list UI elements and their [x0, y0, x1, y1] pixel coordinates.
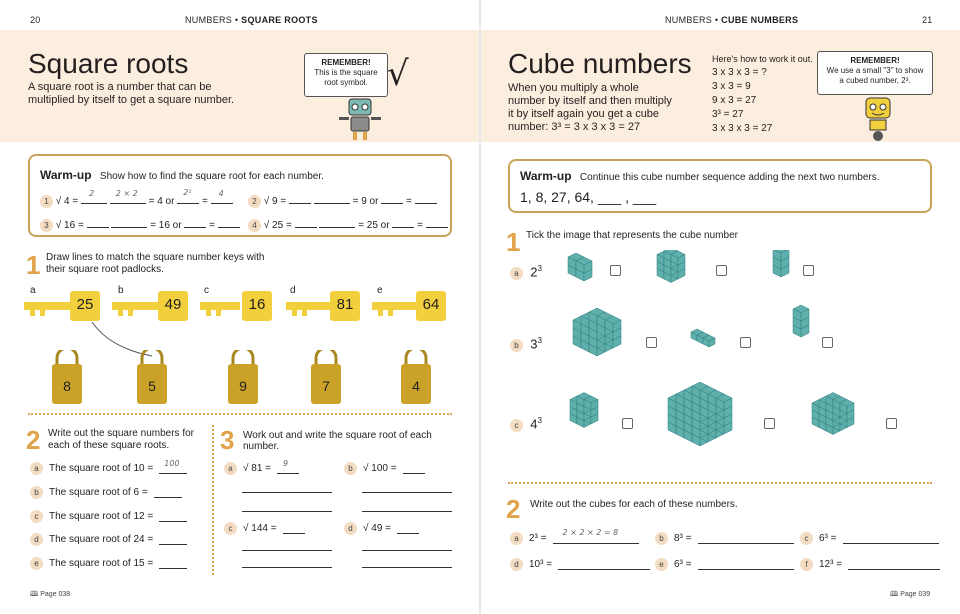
left-warmup-box: Warm-up Show how to find the square root for each number. 1 √ 4 = 2 2 × 2 = 4 or 2² = 4 2 √ 9 = = 9 or = 3 √ 16 = = 16 or = 4 √ 25 = = 25 or =	[28, 154, 452, 237]
left-q3-item-a: a √ 81 = 9	[224, 462, 299, 475]
book-icon: 🕮	[30, 591, 39, 598]
key-label-b: b	[118, 285, 124, 296]
key-label-a: a	[30, 285, 36, 296]
padlock-5[interactable]	[401, 350, 431, 404]
warmup-title-right: Warm-up	[520, 169, 572, 183]
tick-box-a1[interactable]	[610, 265, 621, 276]
cube-sequence: 1, 8, 27, 64, ___ , ___	[520, 189, 657, 205]
right-warmup-box: Warm-up Continue this cube number sequence adding the next two numbers. 1, 8, 27, 64, ___ , ___	[508, 159, 932, 213]
right-q2-item-b: b 8³ =	[655, 532, 794, 545]
left-q3-lines	[242, 550, 332, 568]
left-intro: A square root is a number that can be multiplied by itself to get a square number.	[28, 81, 235, 106]
tick-box-a2[interactable]	[716, 265, 727, 276]
right-q2-item-f: f 12³ =	[800, 558, 940, 571]
padlock-1[interactable]	[52, 350, 82, 404]
left-q3-item-d: d √ 49 =	[344, 522, 419, 535]
right-intro: When you multiply a whole number by itself and then multiply it by itself again you get a cube number: 3³ = 3 x 3 x 3 = 27	[508, 82, 672, 133]
howto-block: Here's how to work it out. 3 x 3 x 3 = ? 3 x 3 = 9 9 x 3 = 27 3³ = 27 3 x 3 x 3 = 27	[712, 54, 813, 134]
tick-box-a3[interactable]	[803, 265, 814, 276]
key-label-c: c	[204, 285, 209, 296]
left-q3-item-c: c √ 144 =	[224, 522, 305, 535]
right-q1-number: 1	[506, 227, 521, 257]
left-q2-number: 2	[26, 425, 41, 455]
right-remember-note: REMEMBER! We use a small "3" to show a cubed number, 2³.	[817, 51, 933, 95]
right-page-title: Cube numbers	[508, 48, 692, 79]
lock-value-5: 4	[412, 378, 420, 394]
left-q3-item-b: b √ 100 =	[344, 462, 425, 475]
left-q3-lines	[362, 550, 452, 568]
left-q3-lines	[242, 492, 332, 512]
left-q1-number: 1	[26, 250, 41, 280]
lock-value-4: 7	[322, 378, 330, 394]
key-label-d: d	[290, 285, 296, 296]
right-divider	[508, 482, 932, 484]
left-q3-text: Work out and write the square root of each number.	[243, 430, 432, 452]
key-value-c: 16	[248, 296, 266, 313]
key-value-d: 81	[336, 296, 354, 313]
book-icon: 🕮	[890, 591, 899, 598]
right-q1-item-a: a $2^3$	[510, 264, 542, 280]
cube-diagrams	[565, 250, 895, 480]
right-q2-item-e: e 6³ =	[655, 558, 794, 571]
robot-icon-right	[858, 96, 898, 142]
left-col-divider	[212, 425, 214, 575]
left-q2-item-b: b The square root of 6 =	[30, 486, 182, 499]
left-q2-item-c: c The square root of 12 =	[30, 510, 187, 523]
left-divider	[28, 413, 452, 415]
left-q2-text: Write out the square numbers for each of these square roots.	[48, 428, 194, 451]
tick-box-c1[interactable]	[622, 418, 633, 429]
right-q1-item-c: c $4^3$	[510, 416, 542, 432]
right-footer: 🕮 Page 039	[890, 591, 931, 598]
right-q2-item-a: a 2³ = 2 × 2 × 2 = 8	[510, 532, 639, 545]
key-label-e: e	[377, 285, 383, 296]
warm-item-3: 3 √ 16 = = 16 or =	[40, 218, 240, 232]
key-value-a: 25	[76, 296, 94, 313]
tick-box-b3[interactable]	[822, 337, 833, 348]
left-q2-item-e: e The square root of 15 =	[30, 557, 187, 570]
lock-value-3: 9	[239, 378, 247, 394]
right-q2-item-d: d 10³ =	[510, 558, 650, 571]
right-q1-text: Tick the image that represents the cube number	[526, 230, 738, 241]
padlock-4[interactable]	[311, 350, 341, 404]
lock-value-1: 8	[63, 378, 71, 394]
right-section-header: NUMBERS • CUBE NUMBERS	[665, 15, 799, 25]
tick-box-c3[interactable]	[886, 418, 897, 429]
tick-box-c2[interactable]	[764, 418, 775, 429]
left-q1-text: Draw lines to match the square number keys with their square root padlocks.	[46, 252, 265, 275]
padlock-3[interactable]	[228, 350, 258, 404]
left-q2-item-a: a The square root of 10 = 100	[30, 462, 187, 475]
warm-item-1: 1 √ 4 = 2 2 × 2 = 4 or 2² = 4	[40, 194, 233, 208]
left-q3-number: 3	[220, 425, 235, 455]
warm-item-4: 4 √ 25 = = 25 or =	[248, 218, 448, 232]
robot-icon	[335, 97, 385, 142]
key-value-b: 49	[164, 296, 182, 313]
padlock-2[interactable]	[137, 350, 167, 404]
left-q2-item-d: d The square root of 24 =	[30, 533, 187, 546]
left-section-header: NUMBERS • SQUARE ROOTS	[185, 15, 318, 25]
left-page-number: 20	[30, 15, 41, 25]
warmup-title: Warm-up	[40, 168, 92, 182]
right-page-number: 21	[922, 15, 933, 25]
left-remember-note: REMEMBER! This is the square root symbol.	[304, 53, 388, 97]
tick-box-b1[interactable]	[646, 337, 657, 348]
left-footer: 🕮 Page 038	[30, 591, 71, 598]
right-q2-number: 2	[506, 494, 521, 524]
tick-box-b2[interactable]	[740, 337, 751, 348]
root-symbol: √	[387, 54, 409, 94]
right-q2-text: Write out the cubes for each of these numbers.	[530, 499, 738, 510]
right-q1-item-b: b $3^3$	[510, 336, 542, 352]
right-q2-item-c: c 6³ =	[800, 532, 939, 545]
warm-item-2: 2 √ 9 = = 9 or =	[248, 194, 437, 208]
key-value-e: 64	[422, 296, 440, 313]
lock-value-2: 5	[148, 378, 156, 394]
left-page-title: Square roots	[28, 48, 189, 79]
left-q3-lines	[362, 492, 452, 512]
